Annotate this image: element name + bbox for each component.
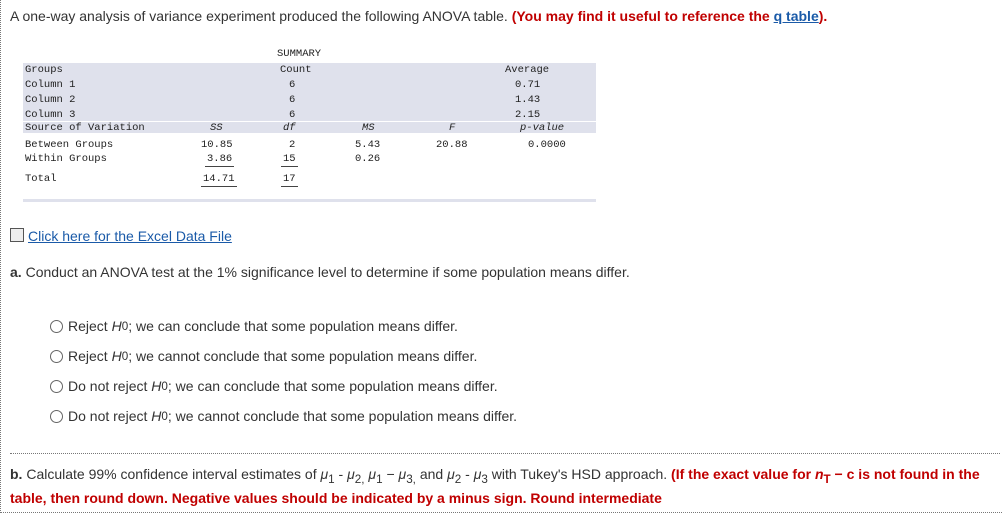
summary-average-1: 0.71 [515, 79, 541, 91]
between-p-value: 0.0000 [528, 139, 566, 151]
radio-option-1[interactable] [50, 320, 63, 333]
ss-header: SS [210, 122, 223, 134]
summary-count-2: 6 [289, 94, 296, 106]
summary-group-3: Column 3 [25, 109, 76, 121]
radio-option-2[interactable] [50, 350, 63, 363]
option-2[interactable]: Reject H 0 ; we cannot conclude that some population means differ. [50, 348, 477, 364]
q-table-link[interactable]: q table [773, 8, 819, 24]
section-divider [10, 453, 1000, 454]
option-1[interactable]: Reject H 0 ; we can conclude that some population means differ. [50, 318, 458, 334]
total-ss: 14.71 [203, 173, 235, 185]
summary-count-1: 6 [289, 79, 296, 91]
summary-average-2: 1.43 [515, 94, 541, 106]
radio-option-3[interactable] [50, 380, 63, 393]
ms-header: MS [362, 122, 375, 134]
between-df: 2 [289, 139, 296, 151]
average-header: Average [505, 64, 550, 76]
between-label: Between Groups [25, 139, 114, 151]
groups-header: Groups [25, 64, 63, 76]
within-df: 15 [283, 153, 296, 165]
summary-group-2: Column 2 [25, 94, 76, 106]
option-4[interactable]: Do not reject H 0 ; we cannot conclude that some population means differ. [50, 408, 517, 424]
within-ss: 3.86 [207, 153, 233, 165]
source-header: Source of Variation [25, 122, 145, 134]
anova-table [23, 45, 596, 201]
intro-text: A one-way analysis of variance experiment produced the following ANOVA table. (You may find it useful to reference the q table). [10, 8, 828, 24]
option-3[interactable]: Do not reject H 0 ; we can conclude that some population means differ. [50, 378, 498, 394]
df-header: df [283, 122, 296, 134]
summary-title: SUMMARY [277, 48, 322, 60]
count-header: Count [280, 64, 312, 76]
question-b: b. Calculate 99% confidence interval estimates of $\mu_1 - \mu_{2,}$ $\mu_1 - \mu_{3,}$ and $\mu_2 - \mu_3$ with Tukey's HSD approach. (If the exact value for $n_T - c$ is not found in the table, then round down. Negative values should be indicated by a minus sign. Round intermediate [10, 466, 980, 506]
total-df: 17 [283, 173, 296, 185]
radio-option-4[interactable] [50, 410, 63, 423]
within-ms: 0.26 [355, 153, 381, 165]
summary-average-3: 2.15 [515, 109, 541, 121]
f-header: F [449, 122, 456, 134]
between-f: 20.88 [436, 139, 468, 151]
summary-group-1: Column 1 [25, 79, 76, 91]
summary-count-3: 6 [289, 109, 296, 121]
p-value-header: p-value [520, 122, 565, 134]
between-ms: 5.43 [355, 139, 381, 151]
total-label: Total [25, 173, 57, 185]
within-label: Within Groups [25, 153, 107, 165]
excel-data-link[interactable]: Click here for the Excel Data File [10, 228, 232, 244]
excel-file-icon [10, 228, 24, 242]
question-a: a. Conduct an ANOVA test at the 1% significance level to determine if some population means differ. [10, 264, 630, 280]
between-ss: 10.85 [201, 139, 233, 151]
